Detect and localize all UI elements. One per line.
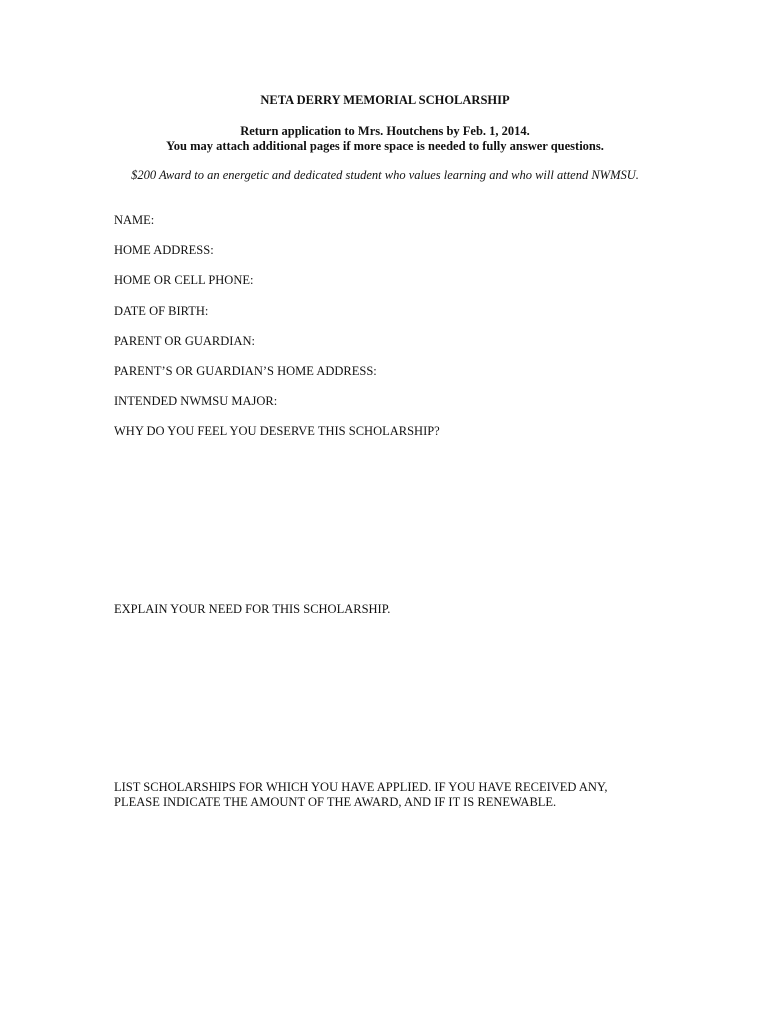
why-deserve-question: WHY DO YOU FEEL YOU DESERVE THIS SCHOLARSHIP? xyxy=(114,424,440,438)
list-scholarships-answer-area xyxy=(114,815,654,995)
explain-need-answer-area xyxy=(114,622,654,772)
parent-guardian-field-label: PARENT OR GUARDIAN: xyxy=(114,334,255,348)
attach-pages-instructions: You may attach additional pages if more space is needed to fully answer questions. xyxy=(166,139,604,153)
list-scholarships-question-line1: LIST SCHOLARSHIPS FOR WHICH YOU HAVE APPLIED. IF YOU HAVE RECEIVED ANY, xyxy=(114,780,608,794)
list-scholarships-question-line2: PLEASE INDICATE THE AMOUNT OF THE AWARD, AND IF IT IS RENEWABLE. xyxy=(114,795,557,809)
document-title: NETA DERRY MEMORIAL SCHOLARSHIP xyxy=(260,93,510,107)
intended-major-field-label: INTENDED NWMSU MAJOR: xyxy=(114,394,278,408)
name-field-label: NAME: xyxy=(114,213,155,227)
return-instructions: Return application to Mrs. Houtchens by Feb. 1, 2014. xyxy=(240,124,530,138)
why-deserve-answer-area xyxy=(114,444,654,594)
explain-need-question: EXPLAIN YOUR NEED FOR THIS SCHOLARSHIP. xyxy=(114,602,391,616)
award-description: $200 Award to an energetic and dedicated student who values learning and who will attend NWMSU. xyxy=(131,168,639,182)
date-of-birth-field-label: DATE OF BIRTH: xyxy=(114,304,209,318)
parent-address-field-label: PARENT’S OR GUARDIAN’S HOME ADDRESS: xyxy=(114,364,377,378)
phone-field-label: HOME OR CELL PHONE: xyxy=(114,273,254,287)
home-address-field-label: HOME ADDRESS: xyxy=(114,243,214,257)
